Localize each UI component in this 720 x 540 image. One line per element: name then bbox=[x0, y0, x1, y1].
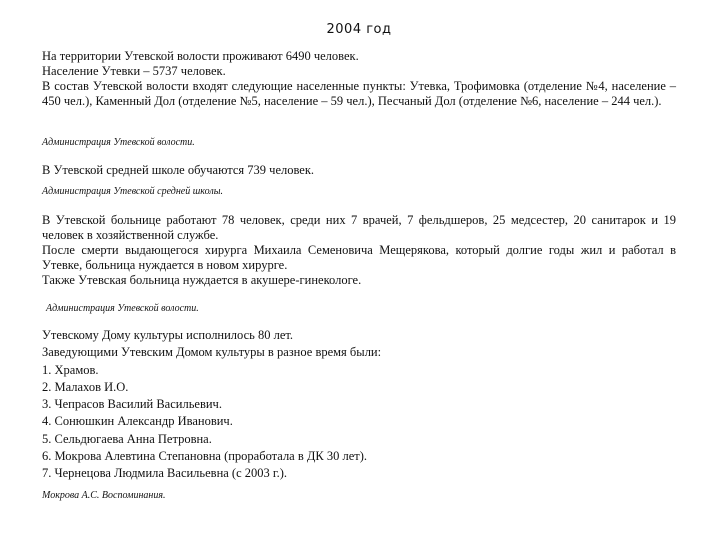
document-page bbox=[42, 0, 676, 540]
section-population bbox=[42, 49, 676, 109]
paragraph: На территории Утевской волости проживают 6490 человек. bbox=[42, 49, 359, 63]
paragraph: После смерти выдающегося хирурга Михаила Семеновича Мещерякова, который долгие годы жил и работал в Утевке, больница нуждается в новом хирурге. bbox=[42, 243, 676, 272]
source-note: Администрация Утевской волости. bbox=[46, 303, 199, 314]
source-note: Администрация Утевской средней школы. bbox=[42, 186, 223, 197]
paragraph: Население Утевки – 5737 человек. bbox=[42, 64, 226, 78]
page-title: 2004 год bbox=[326, 22, 392, 37]
list-item: 3. Чепрасов Василий Васильевич. bbox=[42, 397, 222, 412]
list-item: 2. Малахов И.О. bbox=[42, 379, 129, 394]
list-item: 5. Сельдюгаева Анна Петровна. bbox=[42, 431, 212, 446]
list-item: 7. Чернецова Людмила Васильевна (с 2003 г.). bbox=[42, 466, 288, 481]
paragraph: В состав Утевской волости входят следующие населенные пункты: Утевка, Трофимовка (отделение №4, население – 450 чел.), Каменный Дол (отделение №5, население – 59 чел.), Песчаный Дол (отделение №6, население – 244 чел.). bbox=[42, 79, 676, 108]
paragraph: Заведующими Утевским Домом культуры в разное время были: bbox=[42, 345, 382, 360]
section-culture-house bbox=[42, 327, 676, 483]
paragraph: Утевскому Дому культуры исполнилось 80 лет. bbox=[42, 328, 294, 342]
list-item: 6. Мокрова Алевтина Степановна (проработала в ДК 30 лет). bbox=[42, 449, 368, 464]
list-item: 4. Сонюшкин Александр Иванович. bbox=[42, 414, 233, 429]
paragraph: Также Утевская больница нуждается в акушере-гинекологе. bbox=[42, 273, 362, 287]
paragraph: В Утевской больнице работают 78 человек, среди них 7 врачей, 7 фельдшеров, 25 медсестер, 20 санитарок и 19 человек в хозяйственной службе. bbox=[42, 213, 676, 242]
paragraph: В Утевской средней школе обучаются 739 человек. bbox=[42, 163, 315, 177]
section-school bbox=[42, 163, 676, 178]
source-note: Мокрова А.С. Воспоминания. bbox=[42, 490, 166, 501]
list-item: 1. Храмов. bbox=[42, 362, 99, 377]
source-note: Администрация Утевской волости. bbox=[42, 137, 195, 148]
section-hospital bbox=[42, 213, 676, 288]
